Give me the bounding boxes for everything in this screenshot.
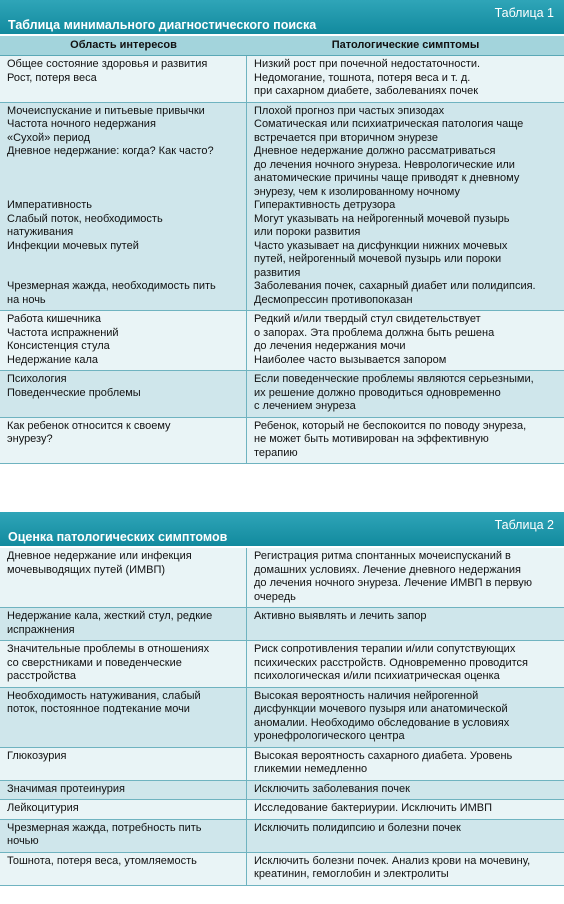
cell-line: Регистрация ритма спонтанных мочеиспусканий в [254, 550, 511, 562]
cell-line: Недомогание, тошнота, потеря веса и т. д. [254, 71, 471, 84]
cell-line: Консистенция стула [7, 340, 110, 352]
table-row [0, 103, 564, 312]
cell-line: встречается при вторичном энурезе [254, 131, 438, 144]
table-row [0, 608, 564, 641]
cell-line: Могут указывать на нейрогенный мочевой пузырь [254, 212, 510, 225]
cell-line: Недержание кала [7, 353, 99, 366]
cell-interest [0, 781, 247, 800]
cell-line: Чрезмерная жажда, необходимость пить [7, 280, 216, 292]
table-row [0, 800, 564, 820]
cell-interest [0, 853, 247, 885]
cell-line: Частота ночного недержания [7, 118, 156, 130]
cell-line: энурезу, чем к изолированному ночному [254, 185, 460, 198]
cell-line: с лечением энуреза [254, 400, 356, 412]
table-row [0, 641, 564, 688]
cell-line [7, 253, 240, 267]
cell-line: о запорах. Эта проблема должна быть решена [254, 326, 495, 339]
cell-line: Риск сопротивления терапии и/или сопутствующих [254, 643, 516, 655]
cell-line: Работа кишечника [7, 313, 102, 325]
table-number: Таблица 1 [494, 6, 554, 20]
cell-line: Лейкоцитурия [7, 802, 79, 814]
cell-line: Тошнота, потеря веса, утомляемость [7, 854, 197, 867]
cell-line: путей, нейрогенный мочевой пузырь или пороки [254, 253, 502, 265]
cell-line: не может быть мотивирован на эффективную [254, 433, 489, 445]
cell-symptom [247, 748, 564, 780]
cell-line: Гиперактивность детрузора [254, 199, 396, 211]
cell-line: Наиболее часто вызывается запором [254, 353, 447, 366]
cell-line: Дневное недержание или инфекция [7, 550, 192, 562]
cell-line: расстройства [7, 670, 77, 682]
cell-line: анатомические причины чаще приводят к дневному [254, 172, 520, 184]
cell-line: их решение должно проводиться одновременно [254, 386, 501, 399]
cell-line: Если поведенческие проблемы являются серьезными, [254, 373, 534, 385]
table-row [0, 418, 564, 465]
symptom-evaluation-table [0, 512, 564, 904]
cell-interest [0, 688, 247, 747]
cell-interest [0, 608, 247, 640]
cell-symptom [247, 800, 564, 819]
cell-line: дисфункции мочевого пузыря или анатомической [254, 703, 508, 715]
cell-symptom [247, 820, 564, 852]
cell-line: энурезу? [7, 433, 53, 445]
table-row [0, 820, 564, 853]
table-row [0, 853, 564, 886]
table-row [0, 781, 564, 801]
cell-line: гликемии немедленно [254, 763, 368, 775]
table-title: Таблица минимального диагностического поиска [8, 18, 317, 32]
cell-line: Общее состояние здоровья и развития [7, 58, 208, 70]
column-header-interests: Область интересов [70, 39, 177, 51]
cell-symptom [247, 418, 564, 464]
cell-line [7, 267, 240, 281]
table-number: Таблица 2 [494, 518, 554, 532]
cell-line: Дневное недержание должно рассматриваться [254, 145, 496, 157]
cell-line [7, 159, 240, 173]
cell-line: Поведенческие проблемы [7, 386, 141, 399]
cell-line: Активно выявлять и лечить запор [254, 610, 427, 622]
cell-line [7, 186, 240, 200]
cell-line: Чрезмерная жажда, потребность пить [7, 821, 202, 834]
cell-line: «Сухой» период [7, 131, 91, 144]
cell-line: Исключить полидипсию и болезни почек [254, 821, 461, 834]
cell-interest [0, 103, 247, 311]
cell-line: Десмопрессин противопоказан [254, 293, 413, 306]
cell-line: Слабый поток, необходимость [7, 212, 163, 225]
table-row [0, 56, 564, 103]
cell-line: мочевыводящих путей (ИМВП) [7, 563, 166, 576]
cell-line: развития [254, 266, 301, 279]
cell-line: Значимая протеинурия [7, 782, 125, 795]
cell-symptom [247, 641, 564, 687]
table-row [0, 371, 564, 418]
cell-line: Как ребенок относится к своему [7, 419, 171, 432]
cell-line [7, 172, 240, 186]
cell-symptom [247, 371, 564, 417]
cell-line: до лечения недержания мочи [254, 340, 406, 352]
cell-line: Низкий рост при почечной недостаточности. [254, 58, 481, 70]
cell-line: домашних условиях. Лечение дневного недержания [254, 563, 521, 576]
cell-symptom [247, 311, 564, 370]
cell-symptom [247, 853, 564, 885]
column-header-symptoms: Патологические симптомы [331, 39, 480, 51]
cell-line: психологическая и/или психиатрическая оценка [254, 670, 500, 682]
cell-line: до лечения ночного энуреза. Неврологические или [254, 158, 515, 171]
cell-line: очередь [254, 590, 296, 603]
cell-line: креатинин, гемоглобин и электролиты [254, 868, 449, 880]
table-header [0, 512, 564, 548]
cell-line: Ребенок, который не беспокоится по поводу энуреза, [254, 419, 527, 432]
cell-symptom [247, 608, 564, 640]
cell-line: натуживания [7, 226, 74, 238]
table-body [0, 548, 564, 886]
cell-symptom [247, 548, 564, 607]
cell-line: поток, постоянное подтекание мочи [7, 703, 190, 715]
cell-line: ночью [7, 835, 39, 847]
cell-line: Инфекции мочевых путей [7, 239, 139, 252]
cell-line: психических расстройств. Одновременно проводится [254, 656, 528, 669]
cell-line: уронефрологического центра [254, 730, 405, 742]
cell-line: Мочеиспускание и питьевые привычки [7, 104, 205, 117]
cell-line: аномалии. Необходимо обследование в условиях [254, 716, 510, 729]
table-header [0, 0, 564, 36]
cell-line: или пороки развития [254, 226, 361, 238]
cell-line: Исследование бактериурии. Исключить ИМВП [254, 802, 493, 814]
cell-interest [0, 418, 247, 464]
table-row [0, 748, 564, 781]
table-row [0, 688, 564, 748]
table-body [0, 56, 564, 464]
cell-line: на ночь [7, 293, 46, 306]
cell-line: терапию [254, 446, 298, 459]
cell-interest [0, 800, 247, 819]
cell-line: до лечения ночного энуреза. Лечение ИМВП в первую [254, 577, 533, 589]
cell-line: Дневное недержание: когда? Как часто? [7, 145, 214, 157]
cell-line: Исключить заболевания почек [254, 782, 410, 795]
cell-interest [0, 548, 247, 607]
cell-interest [0, 820, 247, 852]
cell-interest [0, 748, 247, 780]
cell-line: Частота испражнений [7, 326, 119, 339]
cell-interest [0, 371, 247, 417]
cell-line: Необходимость натуживания, слабый [7, 689, 201, 702]
cell-line: Глюкозурия [7, 749, 67, 762]
cell-line: Плохой прогноз при частых эпизодах [254, 104, 445, 117]
cell-line: Императивность [7, 199, 93, 211]
cell-line: Часто указывает на дисфункции нижних мочевых [254, 239, 508, 252]
cell-line: Высокая вероятность наличия нейрогенной [254, 689, 479, 702]
cell-line: Редкий и/или твердый стул свидетельствует [254, 313, 481, 325]
cell-line: Рост, потеря веса [7, 71, 97, 84]
cell-line: Заболевания почек, сахарный диабет или полидипсия. [254, 280, 536, 292]
cell-line: Недержание кала, жесткий стул, редкие [7, 610, 213, 622]
cell-symptom [247, 781, 564, 800]
table-title: Оценка патологических симптомов [8, 530, 228, 544]
cell-symptom [247, 688, 564, 747]
cell-interest [0, 641, 247, 687]
cell-interest [0, 56, 247, 102]
column-headers [0, 36, 564, 56]
cell-interest [0, 311, 247, 370]
table-row [0, 311, 564, 371]
cell-line: Высокая вероятность сахарного диабета. Уровень [254, 749, 513, 762]
cell-line: испражнения [7, 623, 75, 636]
cell-line: при сахарном диабете, заболеваниях почек [254, 85, 479, 97]
cell-line: Психология [7, 373, 67, 385]
cell-line: Исключить болезни почек. Анализ крови на мочевину, [254, 854, 531, 867]
cell-symptom [247, 103, 564, 311]
cell-symptom [247, 56, 564, 102]
cell-line: Соматическая или психиатрическая патология чаще [254, 118, 524, 130]
table-row [0, 548, 564, 608]
cell-line: Значительные проблемы в отношениях [7, 643, 210, 655]
cell-line: со сверстниками и поведенческие [7, 656, 182, 669]
